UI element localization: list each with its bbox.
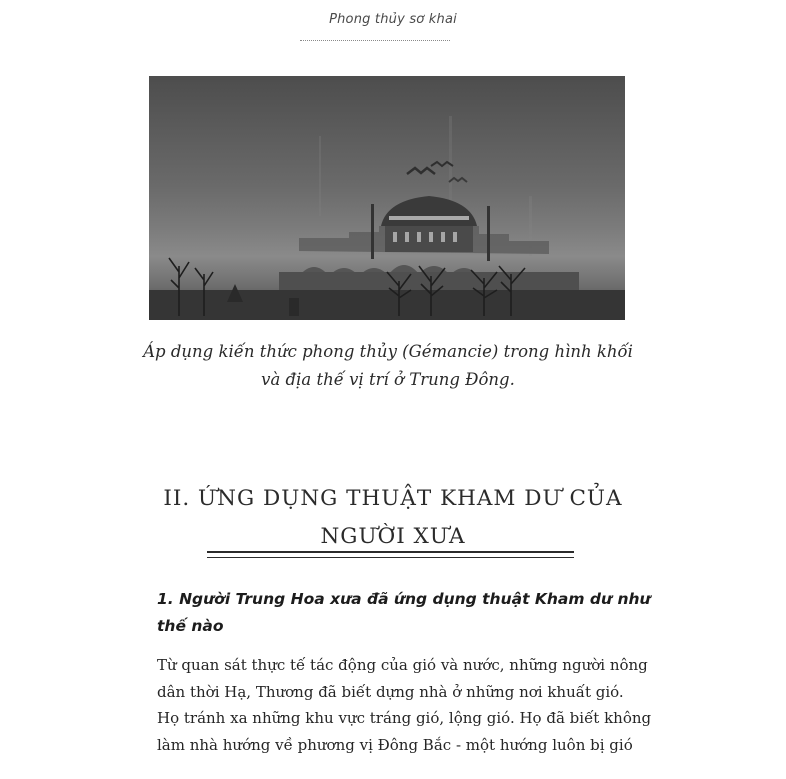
body-paragraph (157, 652, 652, 758)
section-heading-line: II. ỨNG DỤNG THUẬT KHAM DƯ CỦA (163, 486, 623, 511)
subsection-heading (157, 586, 657, 640)
section-heading-rule-thin (207, 557, 574, 558)
subsection-heading-line: thế nào (157, 617, 224, 635)
section-heading-rule-thick (207, 551, 574, 553)
header-divider (300, 40, 450, 41)
subsection-heading-line: 1. Người Trung Hoa xưa đã ứng dụng thuật Kham dư như (157, 590, 651, 608)
section-heading-line: NGƯỜI XƯA (320, 524, 466, 549)
running-header: Phong thủy sơ khai (329, 12, 457, 27)
body-line: dân thời Hạ, Thương đã biết dựng nhà ở những nơi khuất gió. (157, 682, 624, 701)
caption-line: Áp dụng kiến thức phong thủy (Gémancie) trong hình khối (143, 342, 633, 361)
caption-line: và địa thế vị trí ở Trung Đông. (261, 370, 515, 389)
body-line: Họ tránh xa những khu vực tráng gió, lộng gió. Họ đã biết không (157, 709, 652, 727)
mosque-silhouette-photo-icon (149, 76, 625, 320)
figure-caption (100, 338, 676, 394)
section-heading (150, 480, 636, 556)
body-line: làm nhà hướng về phương vị Đông Bắc - một hướng luôn bị gió (157, 735, 633, 754)
body-line: Từ quan sát thực tế tác động của gió và nước, những người nông (157, 656, 648, 674)
figure-photo (149, 76, 625, 320)
